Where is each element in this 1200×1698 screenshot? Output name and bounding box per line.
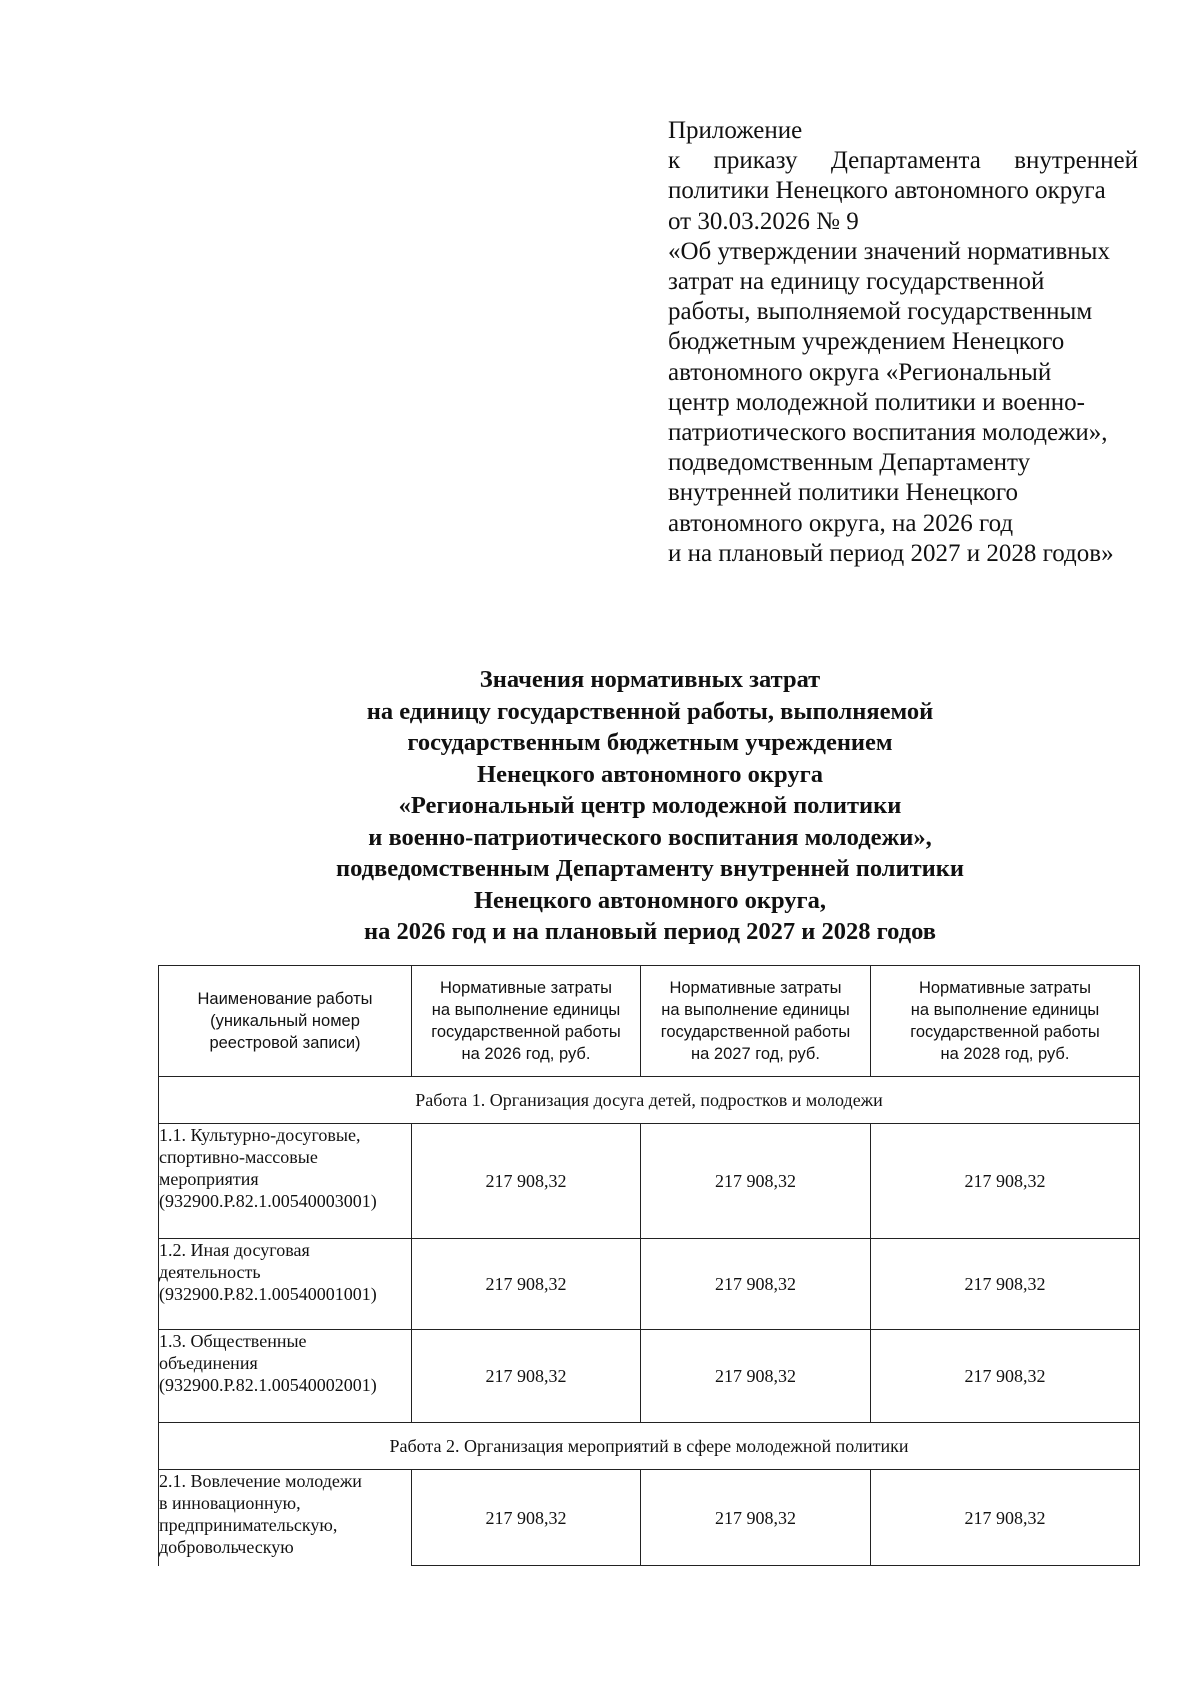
annex-line: политики Ненецкого автономного округа	[668, 177, 1106, 205]
table-row	[159, 1330, 1140, 1423]
annex-word: приказу	[713, 147, 798, 175]
header-cost-2028	[871, 966, 1140, 1077]
table-row	[159, 1124, 1140, 1239]
header-line: государственной работы	[431, 1023, 621, 1041]
header-line: Нормативные затраты	[918, 979, 1092, 997]
annex-block	[668, 116, 1138, 569]
section-work-2: Работа 2. Организация мероприятий в сфере молодежной политики	[159, 1423, 1140, 1470]
name-line: предпринимательскую,	[159, 1515, 338, 1535]
annex-line: патриотического воспитания молодежи»,	[668, 419, 1108, 447]
name-line: (932900.Р.82.1.00540001001)	[159, 1284, 377, 1304]
name-line: 1.1. Культурно-досуговые,	[159, 1125, 361, 1145]
name-line: (932900.Р.82.1.00540002001)	[159, 1375, 377, 1395]
header-line: Нормативные затраты	[439, 979, 613, 997]
cost-2027: 217 908,32	[641, 1239, 871, 1330]
annex-line: внутренней политики Ненецкого	[668, 479, 1018, 507]
table-row	[159, 1470, 1140, 1566]
annex-line: подведомственным Департаменту	[668, 449, 1031, 477]
annex-line: центр молодежной политики и военно-	[668, 388, 1085, 416]
header-line: на выполнение единицы	[910, 1001, 1100, 1019]
header-line: на 2027 год, руб.	[691, 1045, 820, 1063]
annex-line: затрат на единицу государственной	[668, 268, 1045, 296]
table-section-row	[159, 1077, 1140, 1124]
title-line: подведомственным Департаменту внутренней политики	[335, 855, 964, 882]
header-cost-2026	[412, 966, 641, 1077]
annex-word: к	[668, 147, 681, 175]
title-line: на единицу государственной работы, выполняемой	[366, 697, 934, 725]
row-work-name	[159, 1239, 412, 1330]
cost-2028: 217 908,32	[871, 1124, 1140, 1239]
title-line: государственным бюджетным учреждением	[407, 729, 893, 756]
name-line: спортивно-массовые	[159, 1147, 318, 1167]
header-line: (уникальный номер	[210, 1012, 360, 1030]
header-line: на 2028 год, руб.	[940, 1045, 1070, 1063]
cost-2026: 217 908,32	[412, 1239, 641, 1330]
header-line: на выполнение единицы	[661, 1001, 850, 1019]
header-line: государственной работы	[660, 1023, 851, 1041]
cost-2026: 217 908,32	[412, 1330, 641, 1423]
name-line: 2.1. Вовлечение молодежи	[159, 1471, 362, 1491]
cost-2027: 217 908,32	[641, 1124, 871, 1239]
row-work-name	[159, 1124, 412, 1239]
annex-line: работы, выполняемой государственным	[668, 298, 1093, 326]
title-line: Значения нормативных затрат	[479, 666, 821, 693]
title-line: Ненецкого автономного округа,	[473, 886, 827, 914]
table-header-row	[159, 966, 1140, 1077]
annex-line: автономного округа, на 2026 год	[668, 509, 1014, 537]
annex-line: бюджетным учреждением Ненецкого	[668, 328, 1065, 356]
name-line: мероприятия	[159, 1169, 259, 1189]
header-cost-2027	[641, 966, 871, 1077]
title-line: «Региональный центр молодежной политики	[398, 792, 902, 819]
name-line: добровольческую	[159, 1537, 294, 1557]
header-work-name	[159, 966, 412, 1077]
annex-line: автономного округа «Региональный	[668, 358, 1052, 386]
row-work-name	[159, 1470, 412, 1566]
table-row	[159, 1239, 1140, 1330]
name-line: объединения	[159, 1353, 258, 1373]
cost-2028: 217 908,32	[871, 1330, 1140, 1423]
cost-2027: 217 908,32	[641, 1470, 871, 1566]
annex-line: Приложение	[668, 117, 803, 144]
cost-2026: 217 908,32	[412, 1470, 641, 1566]
header-line: на 2026 год, руб.	[461, 1045, 591, 1063]
cost-2028: 217 908,32	[871, 1470, 1140, 1566]
annex-line: от 30.03.2026 № 9	[668, 207, 859, 235]
name-line: (932900.Р.82.1.00540003001)	[159, 1191, 377, 1211]
cost-2027: 217 908,32	[641, 1330, 871, 1423]
header-line: государственной работы	[910, 1023, 1100, 1041]
header-line: реестровой записи)	[209, 1034, 361, 1052]
table-section-row	[159, 1423, 1140, 1470]
annex-word: Департамента	[830, 147, 981, 175]
header-line: Нормативные затраты	[669, 979, 842, 997]
row-work-name	[159, 1330, 412, 1423]
header-line: Наименование работы	[197, 990, 373, 1008]
norms-table	[158, 965, 1140, 1566]
annex-word: внутренней	[1014, 147, 1138, 175]
header-line: на выполнение единицы	[431, 1001, 621, 1019]
document-title	[160, 664, 1140, 948]
name-line: 1.3. Общественные	[159, 1331, 307, 1351]
cost-2026: 217 908,32	[412, 1124, 641, 1239]
name-line: 1.2. Иная досуговая	[159, 1240, 310, 1260]
title-line: на 2026 год и на плановый период 2027 и 2028 годов	[363, 918, 936, 945]
title-line: Ненецкого автономного округа	[477, 760, 823, 788]
cost-2028: 217 908,32	[871, 1239, 1140, 1330]
section-work-1: Работа 1. Организация досуга детей, подростков и молодежи	[159, 1077, 1140, 1124]
name-line: в инновационную,	[159, 1493, 301, 1513]
annex-line: «Об утверждении значений нормативных	[668, 237, 1110, 265]
annex-line-justified	[668, 146, 1138, 176]
name-line: деятельность	[159, 1262, 261, 1282]
title-line: и военно-патриотического воспитания молодежи»,	[368, 823, 932, 851]
annex-line: и на плановый период 2027 и 2028 годов»	[668, 539, 1114, 567]
